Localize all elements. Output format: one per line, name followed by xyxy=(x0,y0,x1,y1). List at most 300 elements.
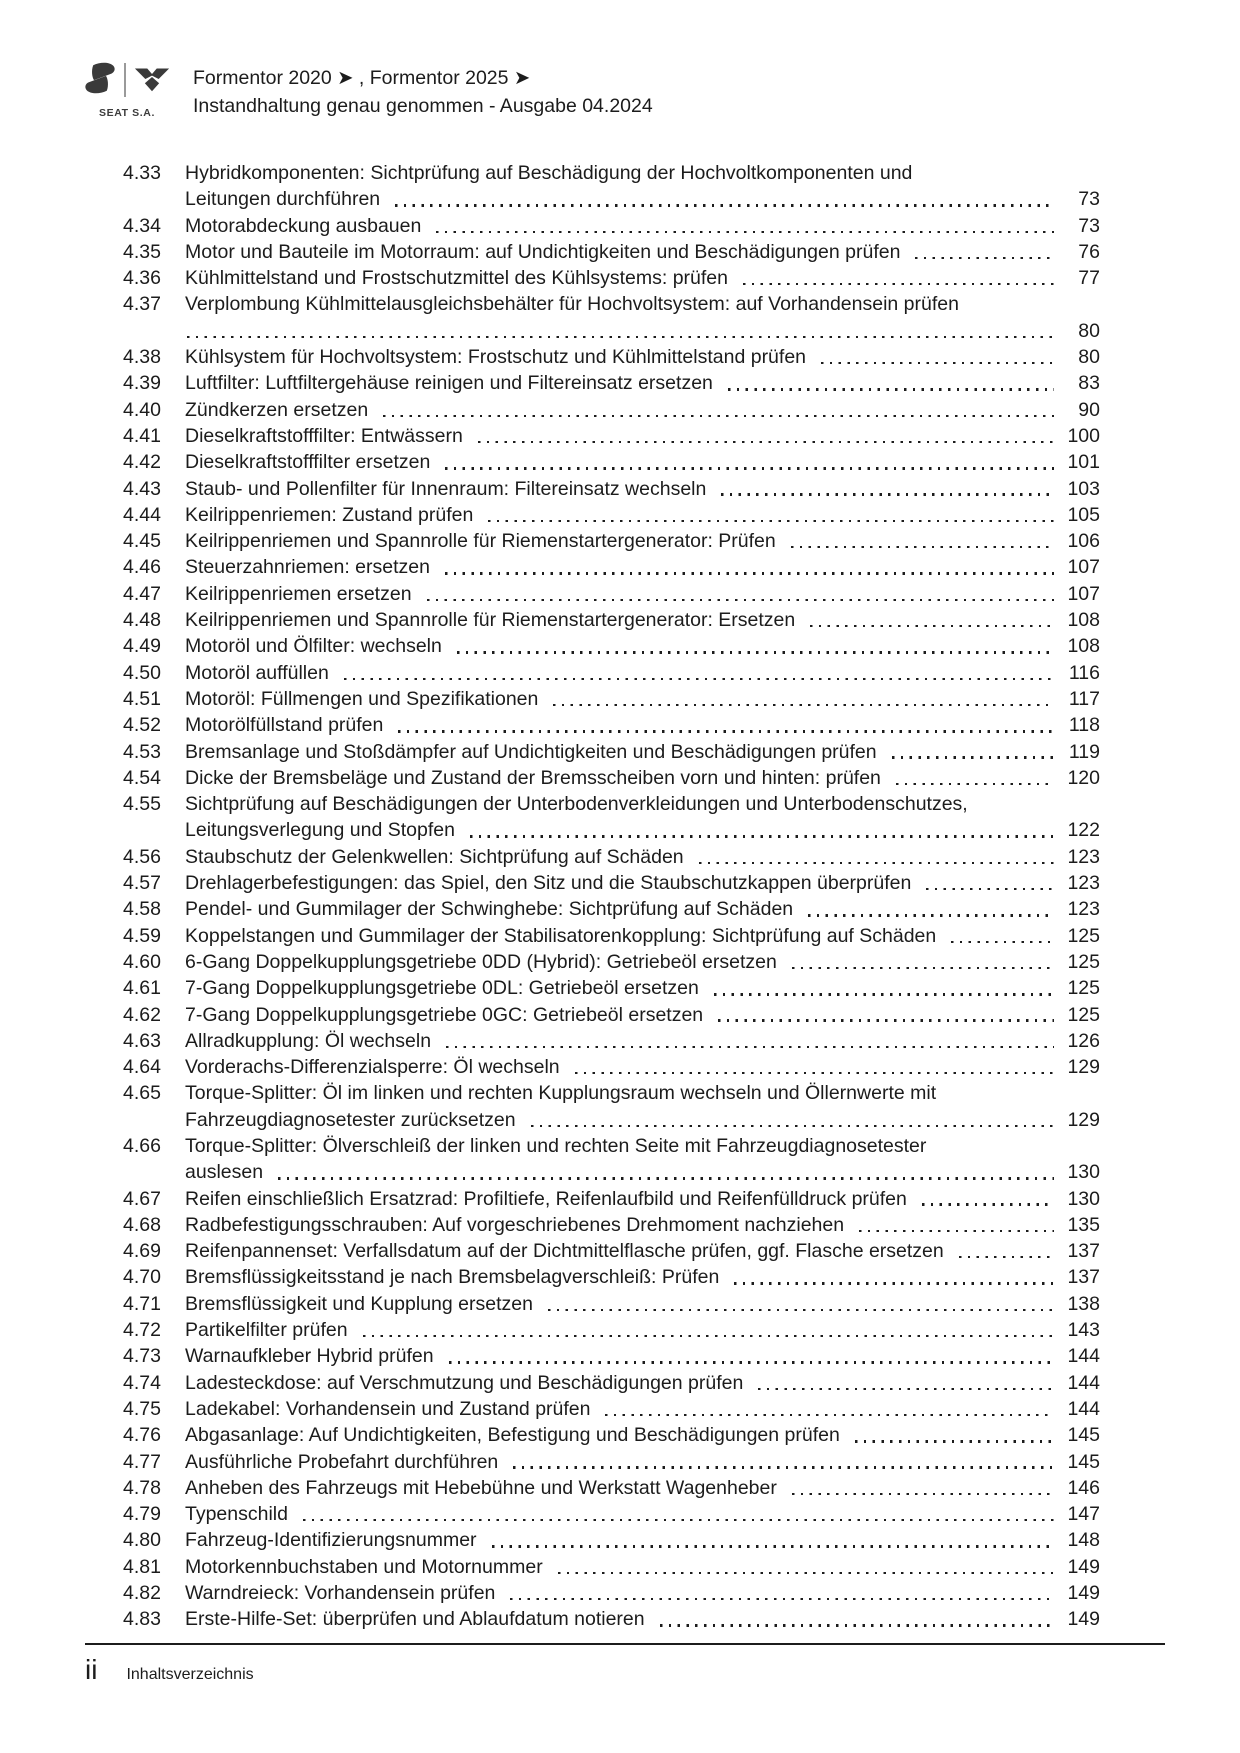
toc-entry-title: Motor und Bauteile im Motorraum: auf Undichtigkeiten und Beschädigungen prüfen xyxy=(185,240,901,263)
toc-entry-number: 4.56 xyxy=(123,845,161,868)
toc-entry-line xyxy=(123,607,1100,633)
toc-entry-line xyxy=(123,344,1100,370)
toc-entry-number: 4.57 xyxy=(123,872,161,895)
toc-entry-title-continued: Leitungsverlegung und Stopfen xyxy=(185,819,455,842)
toc-entry xyxy=(123,1317,1100,1343)
toc-entry-title-continued: Leitungen durchführen xyxy=(185,188,381,211)
toc-entry-line xyxy=(123,291,1100,317)
toc-list xyxy=(123,160,1100,1633)
toc-entry xyxy=(123,1002,1100,1028)
toc-entry-number: 4.69 xyxy=(123,1240,161,1263)
dot-leader xyxy=(478,441,1054,443)
toc-entry-title: Motorkennbuchstaben und Motornummer xyxy=(185,1555,543,1578)
toc-entry-number: 4.35 xyxy=(123,240,161,263)
toc-entry-line xyxy=(123,1080,1100,1106)
toc-entry-title: 6-Gang Doppelkupplungsgetriebe 0DD (Hybrid): Getriebeöl ersetzen xyxy=(185,950,777,973)
toc-entry-page: 116 xyxy=(1068,661,1100,684)
toc-entry-line xyxy=(123,686,1100,712)
toc-entry-title: Reifen einschließlich Ersatzrad: Profiltiefe, Reifenlaufbild und Reifenfülldruck prüfen xyxy=(185,1187,907,1210)
toc-entry xyxy=(123,1080,1100,1133)
toc-entry-title: Kühlsystem für Hochvoltsystem: Frostschutz und Kühlmittelstand prüfen xyxy=(185,346,807,369)
toc-entry xyxy=(123,1054,1100,1080)
toc-entry-title: Typenschild xyxy=(185,1503,288,1526)
toc-entry-page: 125 xyxy=(1067,977,1100,1000)
toc-entry-page: 144 xyxy=(1067,1397,1100,1420)
toc-entry-line xyxy=(123,1343,1100,1369)
dot-leader xyxy=(892,756,1054,758)
toc-entry xyxy=(123,1212,1100,1238)
toc-entry xyxy=(123,160,1100,213)
toc-entry-page: 123 xyxy=(1067,898,1100,921)
dot-leader xyxy=(605,1414,1054,1416)
dot-leader xyxy=(792,967,1054,969)
toc-entry-title: Radbefestigungsschrauben: Auf vorgeschriebenes Drehmoment nachziehen xyxy=(185,1213,845,1236)
toc-entry-page: 107 xyxy=(1067,556,1100,579)
toc-entry-line xyxy=(123,265,1100,291)
dot-leader xyxy=(660,1624,1054,1626)
toc-entry xyxy=(123,1501,1100,1527)
toc-entry-number: 4.83 xyxy=(123,1608,161,1631)
toc-entry-line xyxy=(123,791,1100,817)
toc-entry-title: Warnaufkleber Hybrid prüfen xyxy=(185,1345,434,1368)
dot-leader xyxy=(395,204,1054,206)
toc-entry-number: 4.65 xyxy=(123,1082,161,1105)
toc-entry xyxy=(123,1186,1100,1212)
footer-page-number: ii xyxy=(85,1654,98,1685)
toc-entry-number: 4.61 xyxy=(123,977,161,1000)
toc-entry-title: Warndreieck: Vorhandensein prüfen xyxy=(185,1582,496,1605)
company-name: SEAT S.A. xyxy=(99,107,155,119)
toc-entry-line xyxy=(123,370,1100,396)
dot-leader xyxy=(575,1072,1054,1074)
toc-entry-line xyxy=(123,160,1100,186)
toc-entry xyxy=(123,844,1100,870)
dot-leader xyxy=(808,914,1054,916)
toc-entry-page: 145 xyxy=(1067,1424,1100,1447)
toc-entry xyxy=(123,1554,1100,1580)
toc-entry xyxy=(123,1343,1100,1369)
dot-leader xyxy=(951,941,1054,943)
toc-entry-continuation-line xyxy=(123,1159,1100,1185)
toc-entry-page: 108 xyxy=(1067,609,1100,632)
toc-entry-line xyxy=(123,1606,1100,1632)
toc-entry-line xyxy=(123,844,1100,870)
dot-leader xyxy=(855,1440,1054,1442)
toc-entry-page: 143 xyxy=(1067,1319,1100,1342)
toc-entry-number: 4.54 xyxy=(123,766,161,789)
toc-entry xyxy=(123,239,1100,265)
dot-leader xyxy=(721,493,1054,495)
dot-leader xyxy=(427,599,1054,601)
toc-entry-title: Koppelstangen und Gummilager der Stabilisatorenkopplung: Sichtprüfung auf Schäden xyxy=(185,924,937,947)
toc-entry-number: 4.34 xyxy=(123,214,161,237)
dot-leader xyxy=(922,1203,1054,1205)
toc-entry-line xyxy=(123,1475,1100,1501)
toc-entry-title: Bremsflüssigkeitsstand je nach Bremsbelagverschleiß: Prüfen xyxy=(185,1266,720,1289)
logo-block xyxy=(85,58,169,119)
toc-entry-number: 4.33 xyxy=(123,162,161,184)
toc-entry-line xyxy=(123,739,1100,765)
toc-entry-line xyxy=(123,449,1100,475)
toc-entry-title: Dieselkraftstofffilter: Entwässern xyxy=(185,424,463,447)
toc-entry-title: Keilrippenriemen: Zustand prüfen xyxy=(185,503,474,526)
toc-entry-number: 4.71 xyxy=(123,1292,161,1315)
toc-entry xyxy=(123,344,1100,370)
toc-entry xyxy=(123,502,1100,528)
toc-entry xyxy=(123,1238,1100,1264)
toc-entry-page: 145 xyxy=(1067,1450,1100,1473)
toc-entry-page: 149 xyxy=(1067,1582,1100,1605)
toc-entry-number: 4.58 xyxy=(123,898,161,921)
toc-entry xyxy=(123,1028,1100,1054)
toc-entry-title: Ausführliche Probefahrt durchführen xyxy=(185,1450,499,1473)
toc-entry-page: 73 xyxy=(1078,214,1100,237)
toc-entry-line xyxy=(123,1002,1100,1028)
toc-entry xyxy=(123,265,1100,291)
toc-entry-number: 4.53 xyxy=(123,740,161,763)
toc-entry-number: 4.43 xyxy=(123,477,161,500)
toc-entry-number: 4.80 xyxy=(123,1529,161,1552)
toc-entry-line xyxy=(123,1370,1100,1396)
toc-entry xyxy=(123,291,1100,344)
toc-entry-number: 4.79 xyxy=(123,1503,161,1526)
dot-leader xyxy=(714,993,1054,995)
toc-entry-line xyxy=(123,712,1100,738)
dot-leader xyxy=(446,1046,1054,1048)
toc-entry-number: 4.62 xyxy=(123,1003,161,1026)
dot-leader xyxy=(510,1598,1054,1600)
toc-entry xyxy=(123,1527,1100,1553)
toc-entry-number: 4.68 xyxy=(123,1213,161,1236)
toc-entry xyxy=(123,213,1100,239)
toc-entry-line xyxy=(123,1422,1100,1448)
toc-entry-number: 4.48 xyxy=(123,609,161,632)
toc-entry xyxy=(123,791,1100,844)
toc-entry-title: 7-Gang Doppelkupplungsgetriebe 0DL: Getriebeöl ersetzen xyxy=(185,977,699,1000)
toc-entry-number: 4.73 xyxy=(123,1345,161,1368)
toc-entry-number: 4.67 xyxy=(123,1187,161,1210)
dot-leader xyxy=(553,704,1054,706)
toc-entry-title: Keilrippenriemen und Spannrolle für Riemenstartergenerator: Ersetzen xyxy=(185,609,796,632)
toc-entry-line xyxy=(123,502,1100,528)
toc-entry-page: 149 xyxy=(1067,1555,1100,1578)
toc-entry-page: 120 xyxy=(1067,766,1100,789)
toc-entry-line xyxy=(123,765,1100,791)
toc-entry-number: 4.75 xyxy=(123,1397,161,1420)
toc-entry-line xyxy=(123,1396,1100,1422)
toc-entry-page: 76 xyxy=(1078,240,1100,263)
toc-entry-title: Torque-Splitter: Ölverschleiß der linken und rechten Seite mit Fahrzeugdiagnosetester xyxy=(185,1134,927,1157)
toc-entry-title: Ladekabel: Vorhandensein und Zustand prüfen xyxy=(185,1397,591,1420)
toc-entry-title: Verplombung Kühlmittelausgleichsbehälter für Hochvoltsystem: auf Vorhandensein prüfen xyxy=(185,293,959,316)
toc-entry-page: 90 xyxy=(1078,398,1100,421)
toc-entry-page: 118 xyxy=(1068,714,1100,737)
toc-entry-title: Partikelfilter prüfen xyxy=(185,1319,348,1342)
toc-entry-number: 4.45 xyxy=(123,530,161,553)
toc-entry xyxy=(123,476,1100,502)
dot-leader xyxy=(531,1125,1054,1127)
toc-entry-page: 137 xyxy=(1067,1266,1100,1289)
toc-entry-page: 149 xyxy=(1067,1608,1100,1631)
toc-entry-page: 130 xyxy=(1067,1187,1100,1210)
toc-entry-number: 4.70 xyxy=(123,1266,161,1289)
toc-entry-title: Drehlagerbefestigungen: das Spiel, den Sitz und die Staubschutzkappen überprüfen xyxy=(185,872,912,895)
toc-entry-page: 129 xyxy=(1067,1108,1100,1131)
toc-entry xyxy=(123,923,1100,949)
toc-entry-title: Keilrippenriemen ersetzen xyxy=(185,582,412,605)
toc-entry-title: Motorölfüllstand prüfen xyxy=(185,714,384,737)
toc-entry-title: Hybridkomponenten: Sichtprüfung auf Beschädigung der Hochvoltkomponenten und xyxy=(185,162,913,184)
toc-entry-number: 4.77 xyxy=(123,1450,161,1473)
toc-entry-number: 4.59 xyxy=(123,924,161,947)
toc-entry-number: 4.52 xyxy=(123,714,161,737)
toc-entry-number: 4.40 xyxy=(123,398,161,421)
toc-entry-title: Motoröl auffüllen xyxy=(185,661,329,684)
toc-entry xyxy=(123,765,1100,791)
toc-entry xyxy=(123,739,1100,765)
toc-entry xyxy=(123,554,1100,580)
toc-entry-line xyxy=(123,1054,1100,1080)
toc-entry-number: 4.36 xyxy=(123,267,161,290)
toc-entry-page: 129 xyxy=(1067,1056,1100,1079)
toc-entry xyxy=(123,581,1100,607)
toc-entry xyxy=(123,397,1100,423)
dot-leader xyxy=(383,415,1054,417)
toc-entry-line xyxy=(123,1028,1100,1054)
header-edition-line: Instandhaltung genau genommen - Ausgabe 04.2024 xyxy=(193,95,653,117)
toc-entry xyxy=(123,712,1100,738)
toc-entry xyxy=(123,607,1100,633)
toc-entry-line xyxy=(123,660,1100,686)
toc-entry-number: 4.55 xyxy=(123,793,161,816)
toc-entry-page: 130 xyxy=(1067,1161,1100,1184)
header-model-line: Formentor 2020 ➤ , Formentor 2025 ➤ xyxy=(193,67,531,89)
toc-entry-number: 4.44 xyxy=(123,503,161,526)
toc-entry-title: Motoröl: Füllmengen und Spezifikationen xyxy=(185,687,539,710)
toc-entry-line xyxy=(123,1133,1100,1159)
toc-entry-number: 4.37 xyxy=(123,293,161,316)
toc-entry xyxy=(123,1396,1100,1422)
toc-entry xyxy=(123,1133,1100,1186)
toc-entry-title: Staubschutz der Gelenkwellen: Sichtprüfung auf Schäden xyxy=(185,845,684,868)
toc-entry-title: Torque-Splitter: Öl im linken und rechten Kupplungsraum wechseln und Öllernwerte mit xyxy=(185,1082,937,1105)
toc-entry-page: 119 xyxy=(1068,740,1100,763)
toc-entry xyxy=(123,949,1100,975)
toc-entry xyxy=(123,1606,1100,1632)
toc-entry-title: Motoröl und Ölfilter: wechseln xyxy=(185,635,442,658)
dot-leader xyxy=(303,1519,1054,1521)
toc-entry xyxy=(123,660,1100,686)
toc-entry-page: 147 xyxy=(1067,1503,1100,1526)
toc-entry-page: 108 xyxy=(1067,635,1100,658)
toc-entry-page: 77 xyxy=(1078,267,1100,290)
toc-entry-page: 144 xyxy=(1067,1371,1100,1394)
toc-entry-title: Staub- und Pollenfilter für Innenraum: Filtereinsatz wechseln xyxy=(185,477,707,500)
toc-entry-line xyxy=(123,896,1100,922)
dot-leader xyxy=(488,520,1054,522)
toc-entry-line xyxy=(123,1580,1100,1606)
toc-entry-title: Reifenpannenset: Verfallsdatum auf der Dichtmittelflasche prüfen, ggf. Flasche ersetzen xyxy=(185,1240,944,1263)
toc-entry-number: 4.39 xyxy=(123,372,161,395)
footer-inner xyxy=(85,1655,1165,1685)
dot-leader xyxy=(513,1466,1054,1468)
toc-entry-title: Dicke der Bremsbeläge und Zustand der Bremsscheiben vorn und hinten: prüfen xyxy=(185,766,881,789)
toc-entry-line xyxy=(123,975,1100,1001)
toc-entry-page: 100 xyxy=(1067,424,1100,447)
toc-entry-line xyxy=(123,633,1100,659)
toc-entry-title-continued: auslesen xyxy=(185,1161,264,1184)
toc-entry-title: Anheben des Fahrzeugs mit Hebebühne und Werkstatt Wagenheber xyxy=(185,1476,777,1499)
toc-entry-number: 4.46 xyxy=(123,556,161,579)
toc-entry-page: 105 xyxy=(1067,503,1100,526)
toc-entry-number: 4.63 xyxy=(123,1029,161,1052)
toc-entry-line xyxy=(123,213,1100,239)
toc-entry-line xyxy=(123,949,1100,975)
dot-leader xyxy=(743,283,1054,285)
dot-leader xyxy=(792,1493,1054,1495)
dot-leader xyxy=(344,678,1054,680)
toc-entry-number: 4.78 xyxy=(123,1476,161,1499)
dot-leader xyxy=(821,362,1054,364)
toc-entry xyxy=(123,1264,1100,1290)
toc-entry-title: Kühlmittelstand und Frostschutzmittel des Kühlsystems: prüfen xyxy=(185,267,728,290)
toc-entry-page: 135 xyxy=(1067,1213,1100,1236)
toc-entry-page: 125 xyxy=(1067,950,1100,973)
toc-entry-line xyxy=(123,870,1100,896)
toc-entry-title: Luftfilter: Luftfiltergehäuse reinigen und Filtereinsatz ersetzen xyxy=(185,372,713,395)
toc-entry-title: Bremsflüssigkeit und Kupplung ersetzen xyxy=(185,1292,533,1315)
toc-entry-page: 125 xyxy=(1067,924,1100,947)
toc-entry-page: 126 xyxy=(1067,1029,1100,1052)
dot-leader xyxy=(728,388,1054,390)
toc-entry-page: 80 xyxy=(1078,346,1100,369)
dot-leader xyxy=(548,1309,1054,1311)
toc-entry xyxy=(123,528,1100,554)
toc-entry xyxy=(123,896,1100,922)
toc-entry-title: Pendel- und Gummilager der Schwinghebe: Sichtprüfung auf Schäden xyxy=(185,898,794,921)
toc-entry xyxy=(123,1580,1100,1606)
toc-entry-line xyxy=(123,1238,1100,1264)
toc-entry-page: 83 xyxy=(1078,372,1100,395)
toc-entry-page: 138 xyxy=(1067,1292,1100,1315)
dot-leader xyxy=(278,1177,1054,1179)
toc-entry-number: 4.49 xyxy=(123,635,161,658)
dot-leader xyxy=(470,835,1054,837)
toc-entry-line xyxy=(123,1291,1100,1317)
toc-entry-line xyxy=(123,554,1100,580)
dot-leader xyxy=(436,231,1054,233)
dot-leader xyxy=(449,1361,1054,1363)
toc-entry xyxy=(123,870,1100,896)
toc-entry-number: 4.82 xyxy=(123,1582,161,1605)
toc-entry-line xyxy=(123,1449,1100,1475)
dot-leader xyxy=(699,862,1054,864)
toc-entry-number: 4.76 xyxy=(123,1424,161,1447)
footer-section-label: Inhaltsverzeichnis xyxy=(126,1666,254,1683)
toc-entry-line xyxy=(123,1212,1100,1238)
toc-entry xyxy=(123,1475,1100,1501)
toc-entry-page: 73 xyxy=(1078,188,1100,211)
toc-entry-page: 137 xyxy=(1067,1240,1100,1263)
dot-leader xyxy=(758,1388,1054,1390)
toc-entry-title: Bremsanlage und Stoßdämpfer auf Undichtigkeiten und Beschädigungen prüfen xyxy=(185,740,877,763)
dot-leader xyxy=(492,1545,1054,1547)
dot-leader xyxy=(734,1282,1054,1284)
toc-entry-page: 148 xyxy=(1067,1529,1100,1552)
page-footer xyxy=(85,1643,1165,1685)
dot-leader xyxy=(791,546,1054,548)
toc-entry xyxy=(123,423,1100,449)
toc-entry-line xyxy=(123,581,1100,607)
toc-entry xyxy=(123,975,1100,1001)
toc-entry xyxy=(123,1449,1100,1475)
toc-entry-title: Ladesteckdose: auf Verschmutzung und Beschädigungen prüfen xyxy=(185,1371,744,1394)
toc-entry-page: 122 xyxy=(1067,819,1100,842)
toc-entry-number: 4.42 xyxy=(123,451,161,474)
dot-leader xyxy=(457,651,1054,653)
toc-entry-number: 4.64 xyxy=(123,1056,161,1079)
toc-entry-number: 4.60 xyxy=(123,950,161,973)
toc-entry-number: 4.51 xyxy=(123,687,161,710)
toc-entry-line xyxy=(123,1186,1100,1212)
toc-entry-title: Vorderachs-Differenzialsperre: Öl wechseln xyxy=(185,1056,560,1079)
dot-leader xyxy=(363,1335,1054,1337)
toc-entry-page: 146 xyxy=(1067,1476,1100,1499)
toc-entry-title: Fahrzeug-Identifizierungsnummer xyxy=(185,1529,477,1552)
header-text xyxy=(193,58,653,120)
seat-s-logo-icon xyxy=(83,59,117,102)
toc-entry-title: Sichtprüfung auf Beschädigungen der Unterbodenverkleidungen und Unterbodenschutzes, xyxy=(185,793,968,816)
toc-entry-page: 117 xyxy=(1068,687,1100,710)
toc-entry-title-continued: Fahrzeugdiagnosetester zurücksetzen xyxy=(185,1108,516,1131)
toc-entry-page: 144 xyxy=(1067,1345,1100,1368)
dot-leader xyxy=(959,1256,1054,1258)
dot-leader xyxy=(896,783,1054,785)
dot-leader xyxy=(398,730,1054,732)
toc-entry-title: 7-Gang Doppelkupplungsgetriebe 0GC: Getriebeöl ersetzen xyxy=(185,1003,704,1026)
toc-entry-title: Dieselkraftstofffilter ersetzen xyxy=(185,451,431,474)
toc-entry-title: Allradkupplung: Öl wechseln xyxy=(185,1029,432,1052)
toc-entry-title: Zündkerzen ersetzen xyxy=(185,398,369,421)
toc-entry-number: 4.50 xyxy=(123,661,161,684)
toc-entry-page: 123 xyxy=(1067,845,1100,868)
toc-entry-line xyxy=(123,476,1100,502)
dot-leader xyxy=(926,888,1054,890)
cupra-logo-icon xyxy=(133,59,171,102)
dot-leader xyxy=(445,467,1054,469)
toc-entry-line xyxy=(123,528,1100,554)
page-header xyxy=(85,58,653,120)
toc-entry-number: 4.81 xyxy=(123,1555,161,1578)
toc-entry-line xyxy=(123,923,1100,949)
toc-entry xyxy=(123,370,1100,396)
toc-entry-line xyxy=(123,239,1100,265)
toc-entry-page: 106 xyxy=(1067,530,1100,553)
toc-entry-continuation-line xyxy=(123,817,1100,843)
dot-leader xyxy=(718,1019,1054,1021)
toc-entry-number: 4.66 xyxy=(123,1134,161,1157)
toc-entry-number: 4.41 xyxy=(123,424,161,447)
toc-entry-continuation-line xyxy=(123,318,1100,344)
toc-entry-page: 125 xyxy=(1067,1003,1100,1026)
toc-entry xyxy=(123,1291,1100,1317)
toc-entry-page: 103 xyxy=(1067,477,1100,500)
toc-entry-page: 123 xyxy=(1067,872,1100,895)
logo-divider xyxy=(124,63,126,97)
toc-entry-number: 4.38 xyxy=(123,346,161,369)
toc-entry-line xyxy=(123,1527,1100,1553)
toc-entry-title: Steuerzahnriemen: ersetzen xyxy=(185,556,430,579)
